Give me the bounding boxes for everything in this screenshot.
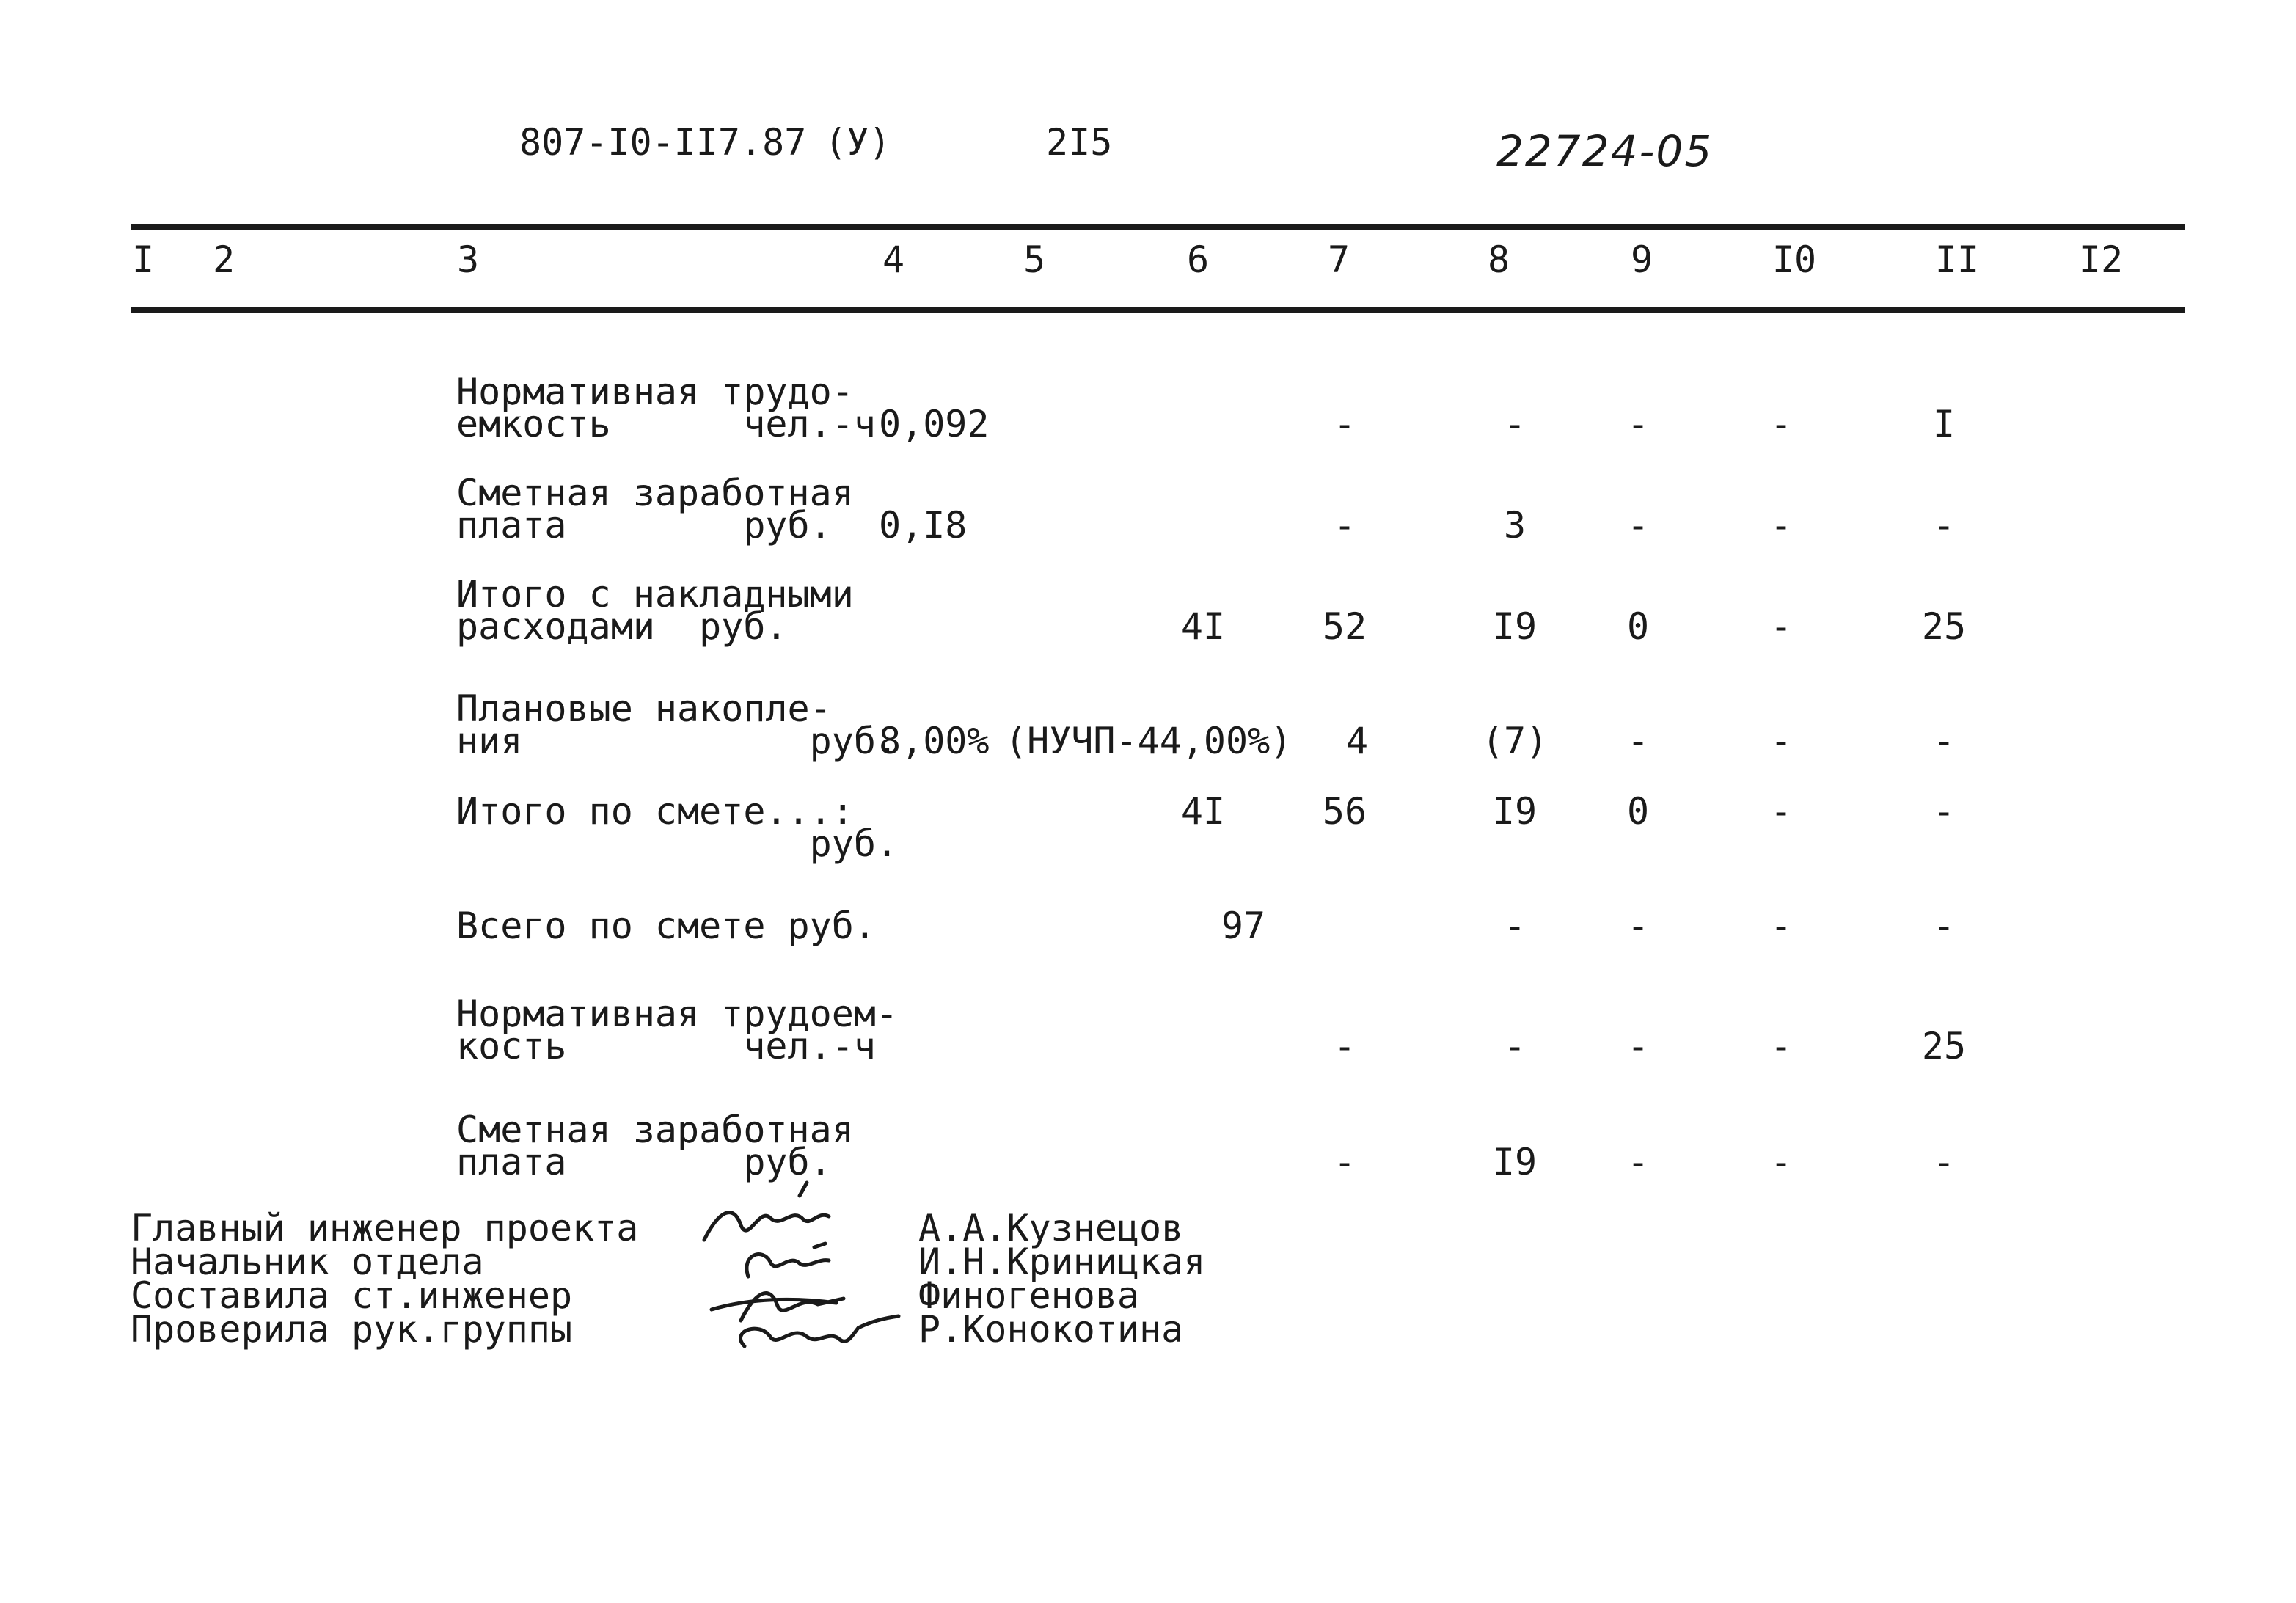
handwritten-signatures (690, 1174, 924, 1350)
row-label: кость чел.-ч (456, 1025, 876, 1067)
cell-col11: 25 (1921, 1025, 1967, 1067)
cell-col9: 0 (1626, 605, 1650, 648)
row-label: плата руб. (456, 504, 832, 547)
cell-col10: - (1769, 720, 1793, 762)
cell-col11: 25 (1921, 605, 1967, 648)
page-number: 2I5 (1046, 121, 1113, 164)
signatory-name: Р.Конокотина (918, 1308, 1184, 1351)
signature-role: Начальник отдела (131, 1241, 484, 1283)
cell-col10: - (1769, 504, 1793, 547)
header-rule-bottom (131, 307, 2185, 313)
column-number-2: 2 (212, 238, 235, 281)
cell-col9: 0 (1626, 790, 1650, 833)
doc-code: 807-I0-II7.87 (519, 121, 807, 164)
row-label: плата руб. (456, 1141, 832, 1183)
cell-col4: 0,I8 (879, 504, 968, 547)
header-rule-top (131, 224, 2185, 230)
cell-col7: 56 (1322, 790, 1367, 833)
cell-col8: I9 (1492, 1141, 1538, 1183)
cell-col7: - (1333, 1025, 1356, 1067)
column-number-12: I2 (2078, 238, 2124, 281)
cell-col7: 52 (1322, 605, 1367, 648)
cell-col9: - (1626, 504, 1650, 547)
cell-col10: - (1769, 790, 1793, 833)
cell-col9: - (1626, 1141, 1650, 1183)
cell-col7: 4 (1345, 720, 1369, 762)
cell-col8: 3 (1503, 504, 1527, 547)
cell-col4: 0,092 (879, 403, 990, 445)
cell-col6: 4I (1180, 605, 1226, 648)
cell-col10: - (1769, 905, 1793, 947)
cell-col5: (НУЧП-44,00%) (1005, 720, 1293, 762)
cell-col8: - (1503, 905, 1527, 947)
column-number-5: 5 (1023, 238, 1046, 281)
cell-col7: - (1333, 403, 1356, 445)
row-label: Итого с накладными (456, 573, 854, 616)
cell-col4: 8,00% (879, 720, 990, 762)
signature-role: Составила ст.инженер (131, 1274, 573, 1317)
cell-col9: - (1626, 403, 1650, 445)
signatory-name: И.Н.Криницкая (918, 1241, 1206, 1283)
cell-col11: - (1932, 905, 1956, 947)
signature-role: Проверила рук.группы (131, 1308, 573, 1351)
row-label: Нормативная трудо- (456, 370, 854, 413)
cell-col8: I9 (1492, 790, 1538, 833)
column-number-1: I (131, 238, 155, 281)
cell-col8: (7) (1481, 720, 1549, 762)
row-label: Нормативная трудоем- (456, 993, 899, 1035)
cell-col11: I (1932, 403, 1956, 445)
row-label: ния руб. (456, 720, 899, 762)
cell-col11: - (1932, 790, 1956, 833)
column-number-3: 3 (456, 238, 480, 281)
cell-col8: - (1503, 1025, 1527, 1067)
column-number-6: 6 (1186, 238, 1210, 281)
row-label: Сметная заработная (456, 472, 854, 514)
column-number-8: 8 (1487, 238, 1510, 281)
cell-col11: - (1932, 1141, 1956, 1183)
cell-col6: 97 (1221, 905, 1266, 947)
cell-col8: - (1503, 403, 1527, 445)
row-label: расходами руб. (456, 605, 788, 648)
cell-col9: - (1626, 1025, 1650, 1067)
cell-col7: - (1333, 1141, 1356, 1183)
row-label: Плановые накопле- (456, 687, 832, 730)
column-number-7: 7 (1327, 238, 1350, 281)
signatory-name: А.А.Кузнецов (918, 1207, 1184, 1249)
cell-col8: I9 (1492, 605, 1538, 648)
cell-col10: - (1769, 1141, 1793, 1183)
signature-role: Главный инженер проекта (131, 1207, 639, 1249)
row-label: Итого по смете...: (456, 790, 854, 833)
cell-col10: - (1769, 1025, 1793, 1067)
cell-col9: - (1626, 905, 1650, 947)
cell-col6: 4I (1180, 790, 1226, 833)
row-label: емкость чел.-ч (456, 403, 876, 445)
doc-variant: (У) (825, 121, 891, 164)
cell-col9: - (1626, 720, 1650, 762)
cell-col10: - (1769, 403, 1793, 445)
registration-number: 22724-05 (1496, 126, 1714, 176)
row-label: Всего по смете руб. (456, 905, 876, 947)
cell-col11: - (1932, 504, 1956, 547)
column-number-10: I0 (1772, 238, 1817, 281)
column-number-9: 9 (1630, 238, 1653, 281)
signatory-name: Финогенова (918, 1274, 1140, 1317)
cell-col10: - (1769, 605, 1793, 648)
row-label: руб. (456, 822, 899, 865)
cell-col11: - (1932, 720, 1956, 762)
cell-col7: - (1333, 504, 1356, 547)
row-label: Сметная заработная (456, 1109, 854, 1151)
column-number-11: II (1934, 238, 1980, 281)
column-number-4: 4 (882, 238, 905, 281)
